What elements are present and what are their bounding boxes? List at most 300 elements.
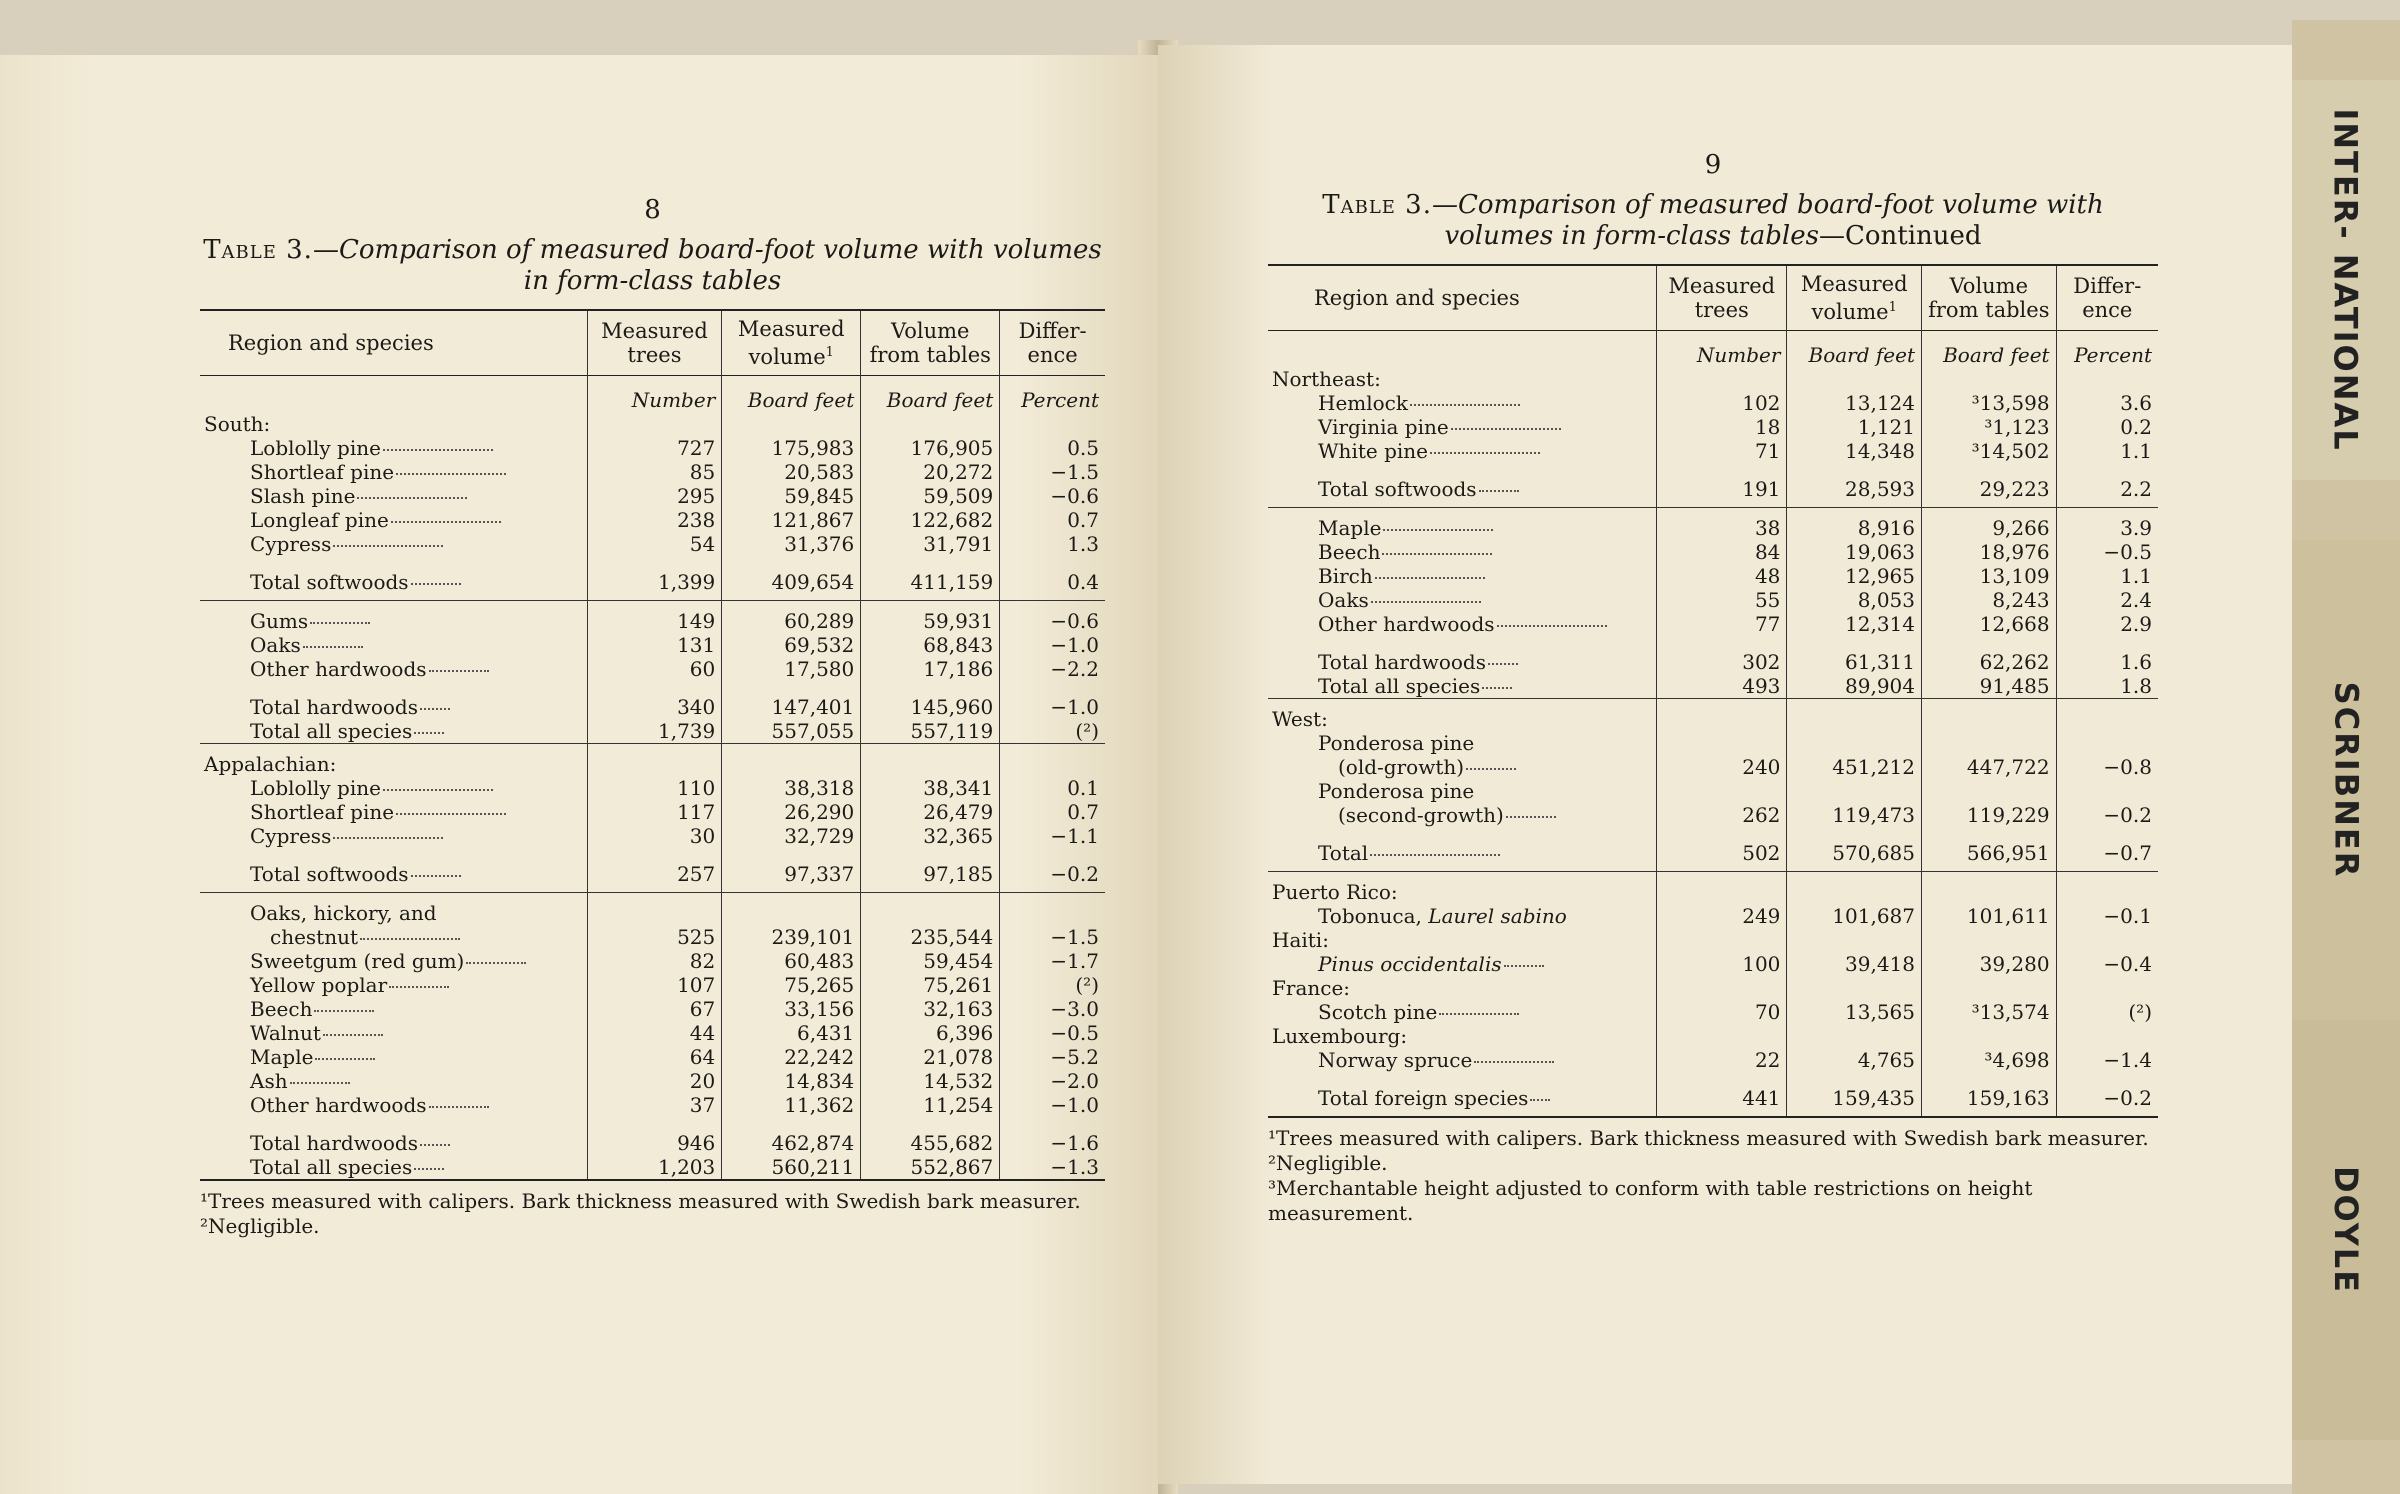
header-tables: Volume from tables xyxy=(1922,265,2057,331)
table-row xyxy=(200,484,1105,508)
blank xyxy=(1922,872,2057,881)
measured-trees xyxy=(587,412,722,436)
volume-from-tables: 91,485 xyxy=(1922,674,2057,699)
volume-from-tables: 59,931 xyxy=(861,609,1000,633)
tab-doyle[interactable]: DOYLE xyxy=(2292,1020,2400,1440)
blank xyxy=(722,681,861,695)
table-row xyxy=(200,973,1105,997)
measured-trees xyxy=(1657,779,1787,803)
difference: −1.5 xyxy=(1000,925,1105,949)
page-number: 8 xyxy=(644,195,661,225)
volume-from-tables: 6,396 xyxy=(861,1021,1000,1045)
volume-from-tables xyxy=(1922,976,2057,1000)
species-name: Other hardwoods xyxy=(1268,612,1657,636)
volume-from-tables: 26,479 xyxy=(861,800,1000,824)
measured-trees xyxy=(587,901,722,925)
volume-from-tables: 9,266 xyxy=(1922,516,2057,540)
separator-row xyxy=(1268,508,2158,517)
volume-from-tables: 12,668 xyxy=(1922,612,2057,636)
measured-volume: 175,983 xyxy=(722,436,861,460)
volume-table xyxy=(200,309,1105,1181)
region-row xyxy=(200,412,1105,436)
measured-volume: 121,867 xyxy=(722,508,861,532)
measured-volume xyxy=(1787,731,1922,755)
species-name: Norway spruce xyxy=(1268,1048,1657,1072)
measured-trees: 302 xyxy=(1657,650,1787,674)
difference: −0.2 xyxy=(1000,848,1105,893)
difference: 2.4 xyxy=(2056,588,2158,612)
difference: −1.0 xyxy=(1000,1093,1105,1117)
blank xyxy=(2056,636,2158,650)
volume-from-tables: 566,951 xyxy=(1922,827,2057,872)
separator-row xyxy=(200,601,1105,610)
dot-leader xyxy=(303,646,363,648)
difference: 1.1 xyxy=(2056,564,2158,588)
volume-from-tables xyxy=(861,752,1000,776)
measured-trees: 102 xyxy=(1657,391,1787,415)
scientific-name: Laurel sabino xyxy=(1428,904,1567,928)
footnote-2: ²Negligible. xyxy=(200,1214,320,1238)
blank xyxy=(587,601,722,610)
header-measured: Measured volume$^1$ xyxy=(722,310,861,376)
difference: 1.1 xyxy=(2056,439,2158,463)
unit-tables: Board feet xyxy=(861,376,1000,413)
measured-trees xyxy=(1657,928,1787,952)
blank xyxy=(587,744,722,753)
measured-trees: 149 xyxy=(587,609,722,633)
units-row xyxy=(1268,331,2158,368)
measured-trees: 54 xyxy=(587,532,722,556)
table-row xyxy=(1268,674,2158,699)
species-name: Other hardwoods xyxy=(200,657,587,681)
volume-from-tables: 59,509 xyxy=(861,484,1000,508)
difference: 2.9 xyxy=(2056,612,2158,636)
unit-diff: Percent xyxy=(2056,331,2158,368)
dot-leader xyxy=(429,670,489,672)
volume-from-tables: ³1,123 xyxy=(1922,415,2057,439)
unit-trees: Number xyxy=(1657,331,1787,368)
table-row xyxy=(200,532,1105,556)
volume-from-tables: 552,867 xyxy=(861,1155,1000,1180)
measured-trees: 100 xyxy=(1657,952,1787,976)
measured-volume: 38,318 xyxy=(722,776,861,800)
species-name: Tobonuca, Laurel sabino xyxy=(1318,904,1567,928)
difference xyxy=(1000,901,1105,925)
measured-trees xyxy=(1657,731,1787,755)
dot-leader xyxy=(420,708,450,710)
unit-trees: Number xyxy=(587,376,722,413)
species-name: White pine xyxy=(1268,439,1657,463)
volume-table-continued xyxy=(1268,264,2158,1118)
difference: −3.0 xyxy=(1000,997,1105,1021)
difference: −5.2 xyxy=(1000,1045,1105,1069)
volume-from-tables: 39,280 xyxy=(1922,952,2057,976)
difference: 0.4 xyxy=(1000,556,1105,601)
volume-from-tables: 20,272 xyxy=(861,460,1000,484)
species-name: Shortleaf pine xyxy=(200,800,587,824)
region-label: South: xyxy=(204,412,271,436)
region-label: Luxembourg: xyxy=(1272,1024,1408,1048)
gap-row xyxy=(200,1117,1105,1131)
right-page xyxy=(1158,45,2300,1484)
species-name: Total xyxy=(1268,827,1657,872)
blank xyxy=(587,893,722,902)
species-name: Maple xyxy=(200,1045,587,1069)
blank xyxy=(1268,508,1657,517)
volume-from-tables xyxy=(1922,367,2057,391)
measured-trees: 340 xyxy=(587,695,722,719)
measured-volume xyxy=(1787,928,1922,952)
measured-trees: 117 xyxy=(587,800,722,824)
dot-leader xyxy=(391,521,501,523)
blank xyxy=(861,893,1000,902)
table-header-row xyxy=(200,310,1105,376)
dot-leader xyxy=(1479,490,1519,492)
blank xyxy=(2056,699,2158,708)
table-row xyxy=(200,460,1105,484)
table-row xyxy=(200,1045,1105,1069)
measured-volume: 119,473 xyxy=(1787,803,1922,827)
difference: 0.5 xyxy=(1000,436,1105,460)
dot-leader xyxy=(1383,529,1493,531)
volume-from-tables: ³13,574 xyxy=(1922,1000,2057,1024)
species-name: Yellow poplar xyxy=(200,973,587,997)
blank xyxy=(200,744,587,753)
blank xyxy=(2056,508,2158,517)
species-name: Virginia pine xyxy=(1268,415,1657,439)
difference: −0.7 xyxy=(2056,827,2158,872)
volume-from-tables xyxy=(861,901,1000,925)
measured-trees: 191 xyxy=(1657,463,1787,508)
region-row xyxy=(1268,367,2158,391)
measured-volume: 239,101 xyxy=(722,925,861,949)
table-label: Table 3. xyxy=(203,235,313,265)
species-name: Slash pine xyxy=(200,484,587,508)
table-caption xyxy=(200,235,1105,297)
footnote-1: ¹Trees measured with calipers. Bark thickness measured with Swedish bark measurer. xyxy=(1268,1126,2149,1150)
volume-from-tables: ³14,502 xyxy=(1922,439,2057,463)
measured-volume xyxy=(1787,779,1922,803)
blank xyxy=(1268,872,1657,881)
measured-volume: 61,311 xyxy=(1787,650,1922,674)
tab-international[interactable]: INTER- NATIONAL xyxy=(2292,80,2400,480)
measured-volume: 6,431 xyxy=(722,1021,861,1045)
species-name: Total all species xyxy=(200,1155,587,1180)
blank xyxy=(1922,699,2057,708)
difference: −1.7 xyxy=(1000,949,1105,973)
header-region: Region and species xyxy=(1314,286,1520,310)
measured-trees xyxy=(1657,976,1787,1000)
volume-from-tables: 59,454 xyxy=(861,949,1000,973)
difference: −0.6 xyxy=(1000,484,1105,508)
volume-from-tables: 32,365 xyxy=(861,824,1000,848)
blank xyxy=(1268,636,1657,650)
table-row xyxy=(1268,650,2158,674)
measured-volume: 14,348 xyxy=(1787,439,1922,463)
measured-volume: 69,532 xyxy=(722,633,861,657)
region-row xyxy=(200,752,1105,776)
separator-row xyxy=(200,744,1105,753)
table-row xyxy=(200,848,1105,893)
species-name xyxy=(1268,952,1657,976)
region-row xyxy=(1268,928,2158,952)
difference: 2.2 xyxy=(2056,463,2158,508)
table-row xyxy=(1268,588,2158,612)
table-row xyxy=(1268,463,2158,508)
volume-from-tables: 17,186 xyxy=(861,657,1000,681)
table-caption xyxy=(1268,190,2158,252)
species-name: Walnut xyxy=(200,1021,587,1045)
difference: −0.1 xyxy=(2056,904,2158,928)
table-body xyxy=(200,376,1105,1181)
measured-volume: 8,053 xyxy=(1787,588,1922,612)
dot-leader xyxy=(414,1168,444,1170)
volume-from-tables: 21,078 xyxy=(861,1045,1000,1069)
dot-leader xyxy=(1451,428,1561,430)
header-region: Region and species xyxy=(228,331,434,355)
blank xyxy=(587,681,722,695)
table-row xyxy=(200,633,1105,657)
dot-leader xyxy=(1497,625,1607,627)
difference: −1.1 xyxy=(1000,824,1105,848)
species-name: Total all species xyxy=(1268,674,1657,699)
dot-leader xyxy=(357,497,467,499)
table-row xyxy=(200,657,1105,681)
tab-scribner[interactable]: SCRIBNER xyxy=(2292,540,2400,1020)
dot-leader xyxy=(1474,1061,1554,1063)
measured-trees: 18 xyxy=(1657,415,1787,439)
measured-trees: 110 xyxy=(587,776,722,800)
difference xyxy=(1000,412,1105,436)
species-name: Gums xyxy=(200,609,587,633)
region-label: Appalachian: xyxy=(204,752,337,776)
table-title: —Comparison of measured board-foot volume with volumes in form-class tables xyxy=(1431,190,2104,251)
header-diff: Differ- ence xyxy=(1000,310,1105,376)
measured-trees: 441 xyxy=(1657,1072,1787,1117)
measured-trees: 1,399 xyxy=(587,556,722,601)
species-name: Hemlock xyxy=(1268,391,1657,415)
table-row xyxy=(200,949,1105,973)
dot-leader xyxy=(396,473,506,475)
measured-volume: 147,401 xyxy=(722,695,861,719)
region-label: Northeast: xyxy=(1272,367,1381,391)
volume-from-tables: 159,163 xyxy=(1922,1072,2057,1117)
measured-trees xyxy=(1657,880,1787,904)
species-name: Total all species xyxy=(200,719,587,744)
volume-from-tables xyxy=(1922,779,2057,803)
table-row xyxy=(1268,1048,2158,1072)
volume-from-tables: 68,843 xyxy=(861,633,1000,657)
volume-from-tables: 411,159 xyxy=(861,556,1000,601)
region-label: Puerto Rico: xyxy=(1272,880,1398,904)
dot-leader xyxy=(1530,1099,1550,1101)
table-row xyxy=(200,1069,1105,1093)
dot-leader xyxy=(414,732,444,734)
species-name: Total softwoods xyxy=(200,848,587,893)
measured-trees: 85 xyxy=(587,460,722,484)
difference xyxy=(2056,707,2158,731)
difference: −1.0 xyxy=(1000,633,1105,657)
footnote-1: ¹Trees measured with calipers. Bark thickness measured with Swedish bark measurer. xyxy=(200,1189,1081,1213)
blank xyxy=(1787,636,1922,650)
volume-from-tables: 101,611 xyxy=(1922,904,2057,928)
difference: 1.8 xyxy=(2056,674,2158,699)
dot-leader xyxy=(466,962,526,964)
table-header-row xyxy=(1268,265,2158,331)
measured-volume: 89,904 xyxy=(1787,674,1922,699)
measured-volume: 32,729 xyxy=(722,824,861,848)
measured-trees: 1,203 xyxy=(587,1155,722,1180)
blank xyxy=(722,601,861,610)
table-row xyxy=(200,508,1105,532)
blank xyxy=(200,1117,587,1131)
dot-leader xyxy=(1466,768,1516,770)
table-row xyxy=(1268,731,2158,755)
dot-leader xyxy=(1371,601,1481,603)
difference xyxy=(2056,928,2158,952)
dot-leader xyxy=(1410,404,1520,406)
measured-trees: 240 xyxy=(1657,755,1787,779)
dot-leader xyxy=(1375,577,1485,579)
volume-from-tables: 8,243 xyxy=(1922,588,2057,612)
measured-volume: 409,654 xyxy=(722,556,861,601)
measured-trees: 238 xyxy=(587,508,722,532)
blank xyxy=(200,376,587,413)
volume-from-tables: 119,229 xyxy=(1922,803,2057,827)
table-row xyxy=(200,1131,1105,1155)
difference xyxy=(2056,976,2158,1000)
difference xyxy=(2056,779,2158,803)
species-name: Longleaf pine xyxy=(200,508,587,532)
species-name: Ponderosa pine xyxy=(1318,779,1475,803)
dot-leader xyxy=(1488,663,1518,665)
table-row xyxy=(1268,391,2158,415)
header-measured: Measured volume$^1$ xyxy=(1787,265,1922,331)
volume-from-tables: 122,682 xyxy=(861,508,1000,532)
species-name: Total softwoods xyxy=(200,556,587,601)
measured-volume: 28,593 xyxy=(1787,463,1922,508)
volume-from-tables xyxy=(1922,928,2057,952)
measured-volume: 13,124 xyxy=(1787,391,1922,415)
difference xyxy=(2056,731,2158,755)
difference: 0.7 xyxy=(1000,508,1105,532)
difference: −0.2 xyxy=(2056,1072,2158,1117)
volume-from-tables: 13,109 xyxy=(1922,564,2057,588)
blank xyxy=(1268,699,1657,708)
table-row xyxy=(1268,1000,2158,1024)
measured-volume: 59,845 xyxy=(722,484,861,508)
thumb-index xyxy=(2292,20,2400,1494)
dot-leader xyxy=(1504,965,1544,967)
measured-trees: 82 xyxy=(587,949,722,973)
region-label: France: xyxy=(1272,976,1351,1000)
measured-volume: 451,212 xyxy=(1787,755,1922,779)
measured-trees: 48 xyxy=(1657,564,1787,588)
species-name: (second-growth) xyxy=(1268,803,1657,827)
species-name: Beech xyxy=(1268,540,1657,564)
table-row xyxy=(200,901,1105,925)
blank xyxy=(1922,636,2057,650)
region-row xyxy=(1268,880,2158,904)
blank xyxy=(1000,893,1105,902)
difference: −0.8 xyxy=(2056,755,2158,779)
table-row xyxy=(200,925,1105,949)
measured-volume: 14,834 xyxy=(722,1069,861,1093)
measured-volume: 39,418 xyxy=(1787,952,1922,976)
dot-leader xyxy=(290,1082,350,1084)
units-row xyxy=(200,376,1105,413)
blank xyxy=(722,1117,861,1131)
unit-measured: Board feet xyxy=(1787,331,1922,368)
table-row xyxy=(200,1155,1105,1180)
scientific-name: Pinus occidentalis xyxy=(1318,952,1502,976)
measured-trees xyxy=(1657,707,1787,731)
measured-trees: 262 xyxy=(1657,803,1787,827)
volume-from-tables: 29,223 xyxy=(1922,463,2057,508)
measured-trees xyxy=(1657,367,1787,391)
table-row xyxy=(1268,439,2158,463)
volume-from-tables: 235,544 xyxy=(861,925,1000,949)
table-row xyxy=(200,556,1105,601)
volume-from-tables: 75,261 xyxy=(861,973,1000,997)
volume-from-tables: 145,960 xyxy=(861,695,1000,719)
difference: 0.7 xyxy=(1000,800,1105,824)
blank xyxy=(1000,601,1105,610)
difference: −1.3 xyxy=(1000,1155,1105,1180)
measured-trees: 525 xyxy=(587,925,722,949)
page-number: 9 xyxy=(1704,150,1722,180)
table-row xyxy=(1268,904,2158,928)
difference: −0.5 xyxy=(2056,540,2158,564)
species-name: Beech xyxy=(200,997,587,1021)
difference xyxy=(2056,880,2158,904)
measured-volume: 560,211 xyxy=(722,1155,861,1180)
measured-trees: 71 xyxy=(1657,439,1787,463)
measured-volume: 19,063 xyxy=(1787,540,1922,564)
volume-from-tables: 31,791 xyxy=(861,532,1000,556)
difference xyxy=(1000,752,1105,776)
table-row xyxy=(200,695,1105,719)
blank xyxy=(861,601,1000,610)
species-name: Loblolly pine xyxy=(200,776,587,800)
difference: 0.2 xyxy=(2056,415,2158,439)
measured-volume: 11,362 xyxy=(722,1093,861,1117)
measured-volume: 4,765 xyxy=(1787,1048,1922,1072)
table-row xyxy=(1268,1072,2158,1117)
measured-volume: 1,121 xyxy=(1787,415,1922,439)
header-trees: Measured trees xyxy=(1657,265,1787,331)
dot-leader xyxy=(333,837,443,839)
header-tables: Volume from tables xyxy=(861,310,1000,376)
unit-diff: Percent xyxy=(1000,376,1105,413)
table-row xyxy=(200,800,1105,824)
volume-from-tables xyxy=(1922,1024,2057,1048)
dot-leader xyxy=(360,938,460,940)
measured-volume: 557,055 xyxy=(722,719,861,744)
measured-volume: 33,156 xyxy=(722,997,861,1021)
measured-volume: 17,580 xyxy=(722,657,861,681)
measured-trees: 84 xyxy=(1657,540,1787,564)
measured-volume: 60,483 xyxy=(722,949,861,973)
species-name: Cypress xyxy=(200,532,587,556)
measured-volume: 8,916 xyxy=(1787,516,1922,540)
measured-trees: 55 xyxy=(1657,588,1787,612)
species-name: Total foreign species xyxy=(1268,1072,1657,1117)
species-name: Oaks, hickory, and xyxy=(250,901,437,925)
difference: 1.6 xyxy=(2056,650,2158,674)
measured-volume xyxy=(722,901,861,925)
species-name: Ponderosa pine xyxy=(1318,731,1475,755)
